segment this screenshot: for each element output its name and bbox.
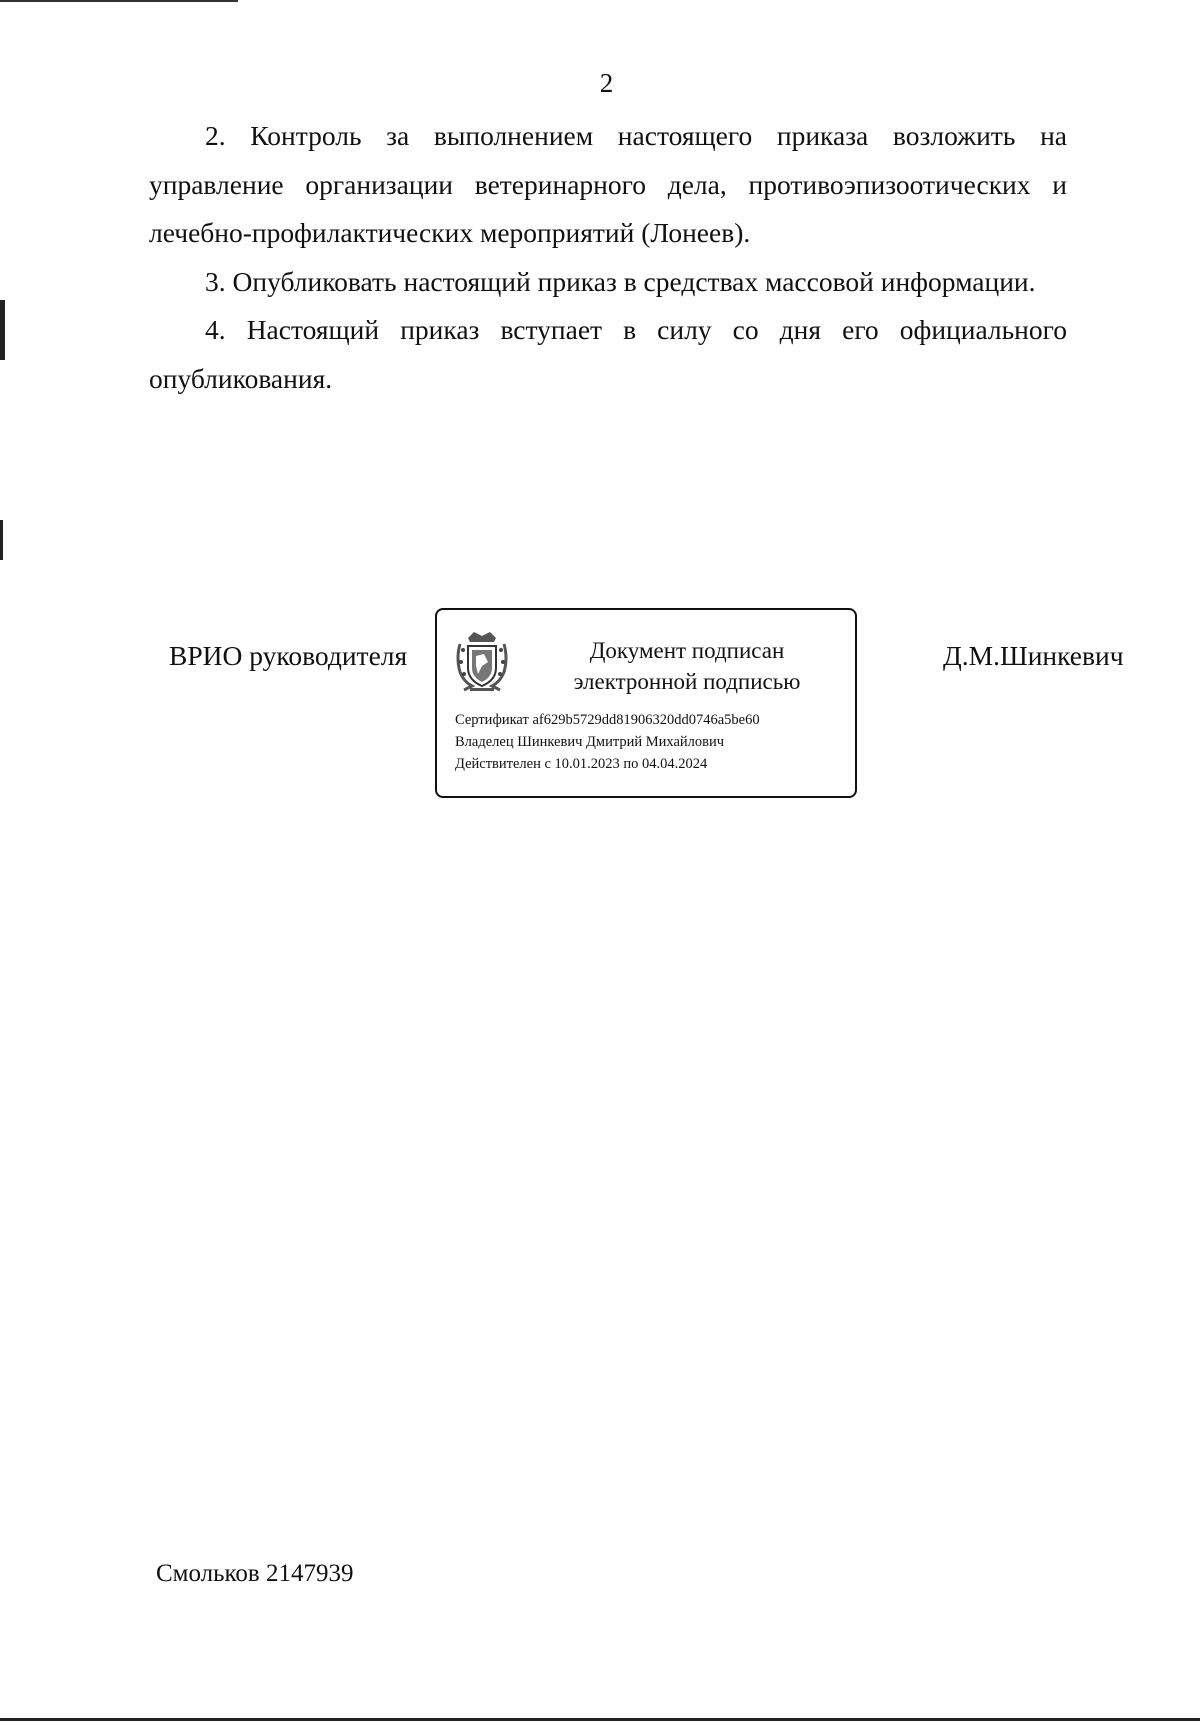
stamp-owner: Владелец Шинкевич Дмитрий Михайлович [455, 734, 725, 750]
scan-edge-mark [0, 300, 5, 360]
signatory-name: Д.М.Шинкевич [943, 640, 1124, 671]
stamp-details [455, 709, 760, 775]
stamp-title-line-2: электронной подписью [573, 669, 801, 694]
scan-bottom-rule [0, 1718, 1200, 1721]
e-signature-stamp [435, 608, 857, 798]
paragraph-publish: 3. Опубликовать настоящий приказ в средствах массовой информации. [205, 265, 1036, 297]
paragraph-effective: 4. Настоящий приказ вступает в силу со дня его официального опубликования. [149, 314, 1067, 394]
stamp-certificate: Сертификат af629b5729dd81906320dd0746a5be60 [455, 712, 760, 728]
stamp-title-line-1: Документ подписан [589, 638, 785, 663]
page-number: 2 [599, 68, 614, 98]
scan-edge-mark [0, 520, 3, 560]
executor-note: Смольков 2147939 [156, 1560, 354, 1587]
signatory-position: ВРИО руководителя [169, 640, 408, 671]
stamp-validity: Действителен с 10.01.2023 по 04.04.2024 [455, 756, 708, 772]
document-body [149, 112, 1067, 403]
scan-top-rule [0, 0, 238, 2]
coat-of-arms-icon [454, 628, 510, 694]
paragraph-control: 2. Контроль за выполнением настоящего приказа возложить на управление организации ветеринарного дела, противоэпизоотических и лечебно-профилактических мероприятий (Лонеев). [149, 120, 1067, 248]
stamp-title [557, 635, 817, 697]
